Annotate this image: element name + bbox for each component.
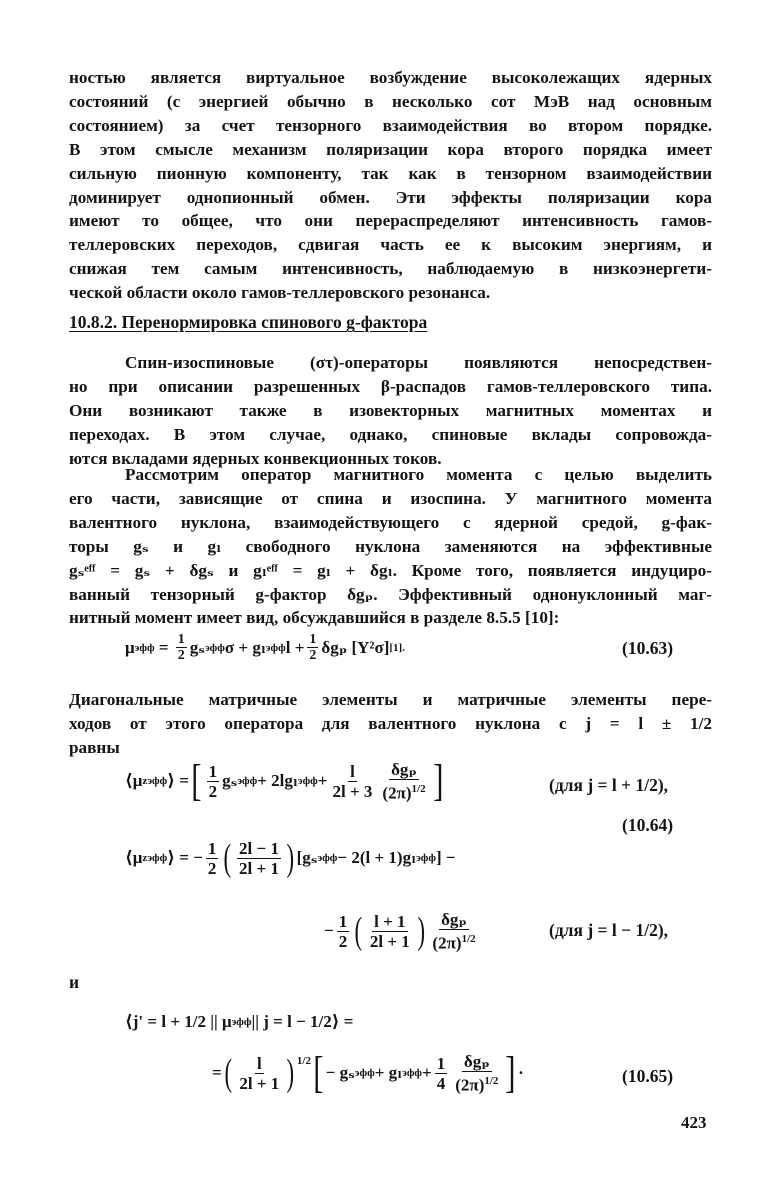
eq-text: − bbox=[324, 921, 334, 941]
fraction bbox=[337, 912, 350, 951]
frac-den bbox=[430, 930, 477, 953]
eq-text: − 2(l + 1)gₗ bbox=[337, 848, 417, 867]
eq-sup: эфф bbox=[237, 775, 258, 788]
eq-sup: 1/2 bbox=[461, 933, 476, 945]
text-line: ностью является виртуальное возбуждение высоколежащих ядерных bbox=[69, 68, 712, 87]
eq-text: − gₛ bbox=[325, 1063, 355, 1083]
text-line: нитный момент имеет вид, обсуждавшийся в разделе 8.5.5 [10]: bbox=[69, 608, 560, 628]
text-line: но при описании разрешенных β-распадов гамов-теллеровского типа. bbox=[69, 376, 712, 396]
paren-open: ( bbox=[354, 910, 363, 953]
eq-text: δgₚ [Y²σ] bbox=[321, 637, 390, 657]
eq-text: gₛ bbox=[222, 771, 238, 791]
text-line: Они возникают также в изовекторных магнитных моментах и bbox=[69, 400, 712, 420]
bracket-open: [ bbox=[313, 1048, 324, 1098]
text-line: состоянием) за счет тензорного взаимодействия во втором порядке. bbox=[69, 115, 712, 135]
fraction bbox=[207, 762, 220, 801]
eq-text: ⟨μ bbox=[125, 848, 143, 867]
eq-text: ] − bbox=[435, 848, 456, 867]
equation-10-64-line-3 bbox=[324, 910, 481, 953]
text-line: теллеровских переходов, сдвигая часть ее к высоким энергиям, и bbox=[69, 235, 712, 255]
frac-num: 1 bbox=[338, 911, 348, 931]
eq-text: (2π) bbox=[432, 933, 462, 953]
paren-close: ) bbox=[417, 910, 425, 953]
fraction bbox=[307, 632, 318, 663]
frac-den: 2l + 3 bbox=[332, 781, 373, 801]
eq-sup: 1/2 bbox=[411, 783, 426, 795]
frac-num: 1 bbox=[436, 1053, 446, 1073]
text-line: торы gₛ и gₗ свободного нуклона заменяются на эффективные bbox=[69, 536, 712, 556]
eq-sub: z bbox=[142, 852, 148, 864]
eq-text: = bbox=[154, 637, 173, 657]
paren-close: ) bbox=[286, 1052, 295, 1095]
eq-text: (2π) bbox=[382, 783, 412, 803]
text-line: Спин-изоспиновые (στ)-операторы появляются непосредствен- bbox=[125, 353, 712, 372]
eq-text: ⟨μ bbox=[125, 771, 143, 791]
eq-sup: эфф bbox=[317, 852, 338, 864]
frac-den: 2l + 1 bbox=[239, 858, 279, 878]
equation-10-64-line-1 bbox=[125, 756, 445, 806]
text-line: имеют то общее, что они перераспределяют интенсивность гамов- bbox=[69, 211, 712, 231]
equation-10-65-line-1 bbox=[125, 1012, 353, 1032]
eq-sup: [1]. bbox=[389, 641, 405, 654]
frac-den: 2 bbox=[177, 648, 185, 663]
eq-sup: эфф bbox=[416, 852, 436, 864]
eq-text: ⟨j' = l + 1/2 || μ bbox=[125, 1012, 232, 1031]
frac-num: 1 bbox=[208, 761, 218, 781]
eq-sup: эфф bbox=[297, 775, 318, 788]
eq-text: + bbox=[317, 771, 328, 791]
bracket-close: ] bbox=[505, 1048, 516, 1098]
eq-text: [gₛ bbox=[296, 848, 318, 867]
frac-den: 2 bbox=[207, 858, 217, 878]
eq-sup: 1/2 bbox=[296, 1055, 311, 1068]
frac-num: 2l − 1 bbox=[239, 838, 279, 858]
eq-text: l + bbox=[285, 637, 305, 657]
frac-den: 4 bbox=[436, 1073, 446, 1093]
eq-sup: эфф bbox=[354, 1067, 375, 1080]
fraction bbox=[237, 1054, 281, 1093]
fraction bbox=[453, 1052, 500, 1095]
eq-sup: 1/2 bbox=[484, 1075, 499, 1087]
text-line: Диагональные матричные элементы и матричные элементы пере- bbox=[69, 690, 712, 709]
text-line: равны bbox=[69, 737, 120, 757]
eq-text: (2π) bbox=[455, 1075, 485, 1095]
bracket-open: [ bbox=[191, 756, 202, 806]
fraction bbox=[368, 912, 412, 951]
frac-den bbox=[380, 780, 427, 803]
fraction bbox=[430, 910, 477, 953]
text-line: снижая тем самым интенсивность, наблюдаемую в низкоэнергети- bbox=[69, 259, 712, 279]
frac-num: δgₚ bbox=[463, 1052, 490, 1071]
fraction bbox=[206, 839, 219, 878]
paragraph-magnetic-moment bbox=[69, 463, 712, 630]
frac-num: l bbox=[350, 761, 355, 781]
equation-10-63 bbox=[125, 632, 405, 663]
text-line: его части, зависящие от спина и изоспина. У магнитного момента bbox=[69, 488, 712, 508]
text-line: состояний (с энергией обычно в несколько сот МэВ над основным bbox=[69, 91, 712, 111]
paren-open: ( bbox=[223, 837, 232, 879]
bracket-close: ] bbox=[432, 756, 444, 806]
text-line: переходах. В этом случае, однако, спиновые вклады сопровожда- bbox=[69, 424, 712, 444]
frac-den: 2l + 1 bbox=[239, 1073, 280, 1093]
eq-text: gₛ bbox=[189, 637, 205, 657]
equation-number: (10.63) bbox=[622, 638, 674, 658]
frac-den bbox=[453, 1072, 500, 1095]
fraction bbox=[237, 839, 281, 878]
eq-text: + 2lgₗ bbox=[257, 771, 298, 791]
frac-den: 2l + 1 bbox=[369, 931, 410, 951]
equation-number: (10.64) bbox=[622, 815, 674, 835]
text-line: ванный тензорный g-фактор δgₚ. Эффективный однонуклонный маг- bbox=[69, 584, 712, 604]
text-line: ются вкладами ядерных конвекционных токов. bbox=[69, 448, 442, 468]
equation-condition: (для j = l + 1/2), bbox=[549, 775, 669, 795]
eq-text: || j = l − 1/2⟩ = bbox=[251, 1012, 354, 1031]
text-line: ческой области около гамов-теллеровского резонанса. bbox=[69, 283, 491, 303]
text-line: валентного нуклона, взаимодействующего с ядерной средой, g-фак- bbox=[69, 512, 712, 532]
frac-den: 2 bbox=[309, 648, 317, 663]
fraction bbox=[330, 762, 374, 801]
eq-text: = bbox=[212, 1063, 222, 1083]
paragraph-spin-isospin bbox=[69, 351, 712, 471]
paren-close: ) bbox=[286, 837, 295, 879]
page-number: 423 bbox=[681, 1113, 707, 1132]
conjunction: и bbox=[69, 972, 80, 992]
eq-sup: эфф bbox=[265, 641, 286, 654]
equation-condition: (для j = l − 1/2), bbox=[549, 920, 669, 940]
intro-paragraph bbox=[69, 66, 712, 305]
paren-open: ( bbox=[224, 1052, 232, 1095]
paragraph-matrix-elements bbox=[69, 688, 712, 760]
text-line: gₛᵉᶠᶠ = gₛ + δgₛ и gₗᵉᶠᶠ = gₗ + δgₗ. Кроме того, появляется индуциро- bbox=[69, 560, 712, 580]
equation-10-65-line-2 bbox=[212, 1048, 524, 1098]
eq-sup: эфф bbox=[134, 641, 155, 654]
text-line: ходов от этого оператора для валентного нуклона с j = l ± 1/2 bbox=[69, 713, 712, 733]
fraction bbox=[380, 760, 427, 803]
frac-num: 1 bbox=[309, 632, 317, 647]
eq-text: + bbox=[422, 1063, 432, 1083]
eq-text: ⟩ = − bbox=[167, 848, 203, 867]
eq-sub: z bbox=[142, 775, 148, 788]
text-line: В этом смысле механизм поляризации кора второго порядка имеет bbox=[69, 139, 712, 159]
frac-num: δgₚ bbox=[391, 760, 417, 779]
eq-sup: эфф bbox=[147, 775, 168, 788]
eq-text: ⟩ = bbox=[167, 771, 189, 791]
frac-den: 2 bbox=[208, 781, 218, 801]
frac-num: l bbox=[256, 1053, 262, 1073]
eq-text: μ bbox=[125, 637, 135, 657]
eq-text: · bbox=[518, 1063, 524, 1083]
eq-text: σ + gₗ bbox=[224, 637, 266, 657]
eq-sup: эфф bbox=[402, 1067, 423, 1080]
section-heading: 10.8.2. Перенормировка спинового g-фактора bbox=[69, 312, 428, 332]
frac-num: l + 1 bbox=[374, 911, 406, 931]
fraction bbox=[176, 632, 187, 663]
frac-den: 2 bbox=[338, 931, 348, 951]
fraction bbox=[435, 1054, 448, 1093]
eq-sup: эфф bbox=[147, 852, 168, 864]
equation-10-64-line-2 bbox=[125, 838, 456, 878]
frac-num: δgₚ bbox=[441, 910, 467, 929]
frac-num: 1 bbox=[207, 838, 217, 858]
eq-sup: эфф bbox=[231, 1016, 252, 1028]
eq-text: + gₗ bbox=[374, 1063, 403, 1083]
eq-sup: эфф bbox=[204, 641, 225, 654]
frac-num: 1 bbox=[177, 632, 185, 647]
text-line: Рассмотрим оператор магнитного момента с целью выделить bbox=[125, 465, 712, 484]
text-line: доминирует однопионный обмен. Эти эффекты поляризации кора bbox=[69, 187, 712, 207]
equation-number: (10.65) bbox=[622, 1066, 674, 1086]
text-line: сильную пионную компоненту, так как в тензорном взаимодействии bbox=[69, 163, 712, 183]
